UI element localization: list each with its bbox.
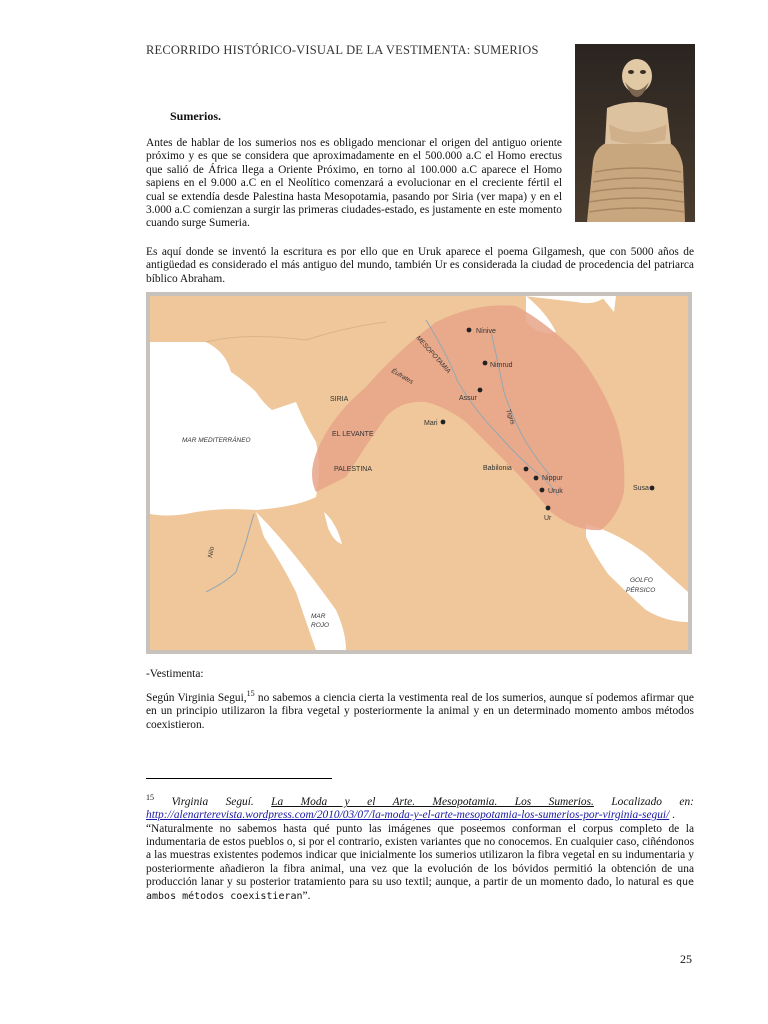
footnote-rule [146,778,332,779]
sea-mediterraneo: MAR MEDITERRÁNEO [182,437,251,444]
footnote-located: Localizado en: [611,795,694,808]
p3-after: no sabemos a ciencia cierta la vestimenta real de los sumerios, aunque sí podemos afirmar que en un principio utilizaron la fibra vegetal y posteriormente la animal y en un determinado momento ambos métodos coexistieron. [146,691,694,731]
page-header: RECORRIDO HISTÓRICO-VISUAL DE LA VESTIMENTA: SUMERIOS [146,43,539,57]
city-babilonia: Babilonia [483,465,512,472]
sea-golfo-line1: GOLFO [630,577,653,584]
city-nippur: Nippur [542,475,563,482]
footnote-link[interactable]: http://alenarterevista.wordpress.com/2010/03/07/la-moda-y-el-arte-mesopotamia-los-sumerios-por-virginia-segui/ [146,809,670,822]
footnote-quote: “Naturalmente no sabemos hasta qué punto las imágenes que poseemos conforman el corpus completo de la indumentaria de estos pueblos o, si por el contrario, existen variantes que no conocemos. En cualquier caso, ciñéndonos a las muestras existentes podemos indicar que inicialmente los sumerios utilizaron la fibra vegetal en su indumentaria y posteriormente añadieron la fibra animal, una vez que la evolución de los bóvidos permitió la obtención de una producción lanar y su posterior tratamiento para su uso textil; aunque, a partir de un momento dado, lo natural es [146,822,694,889]
footnote-author: Virginia Seguí. [171,795,254,808]
region-levante: EL LEVANTE [332,431,374,438]
region-palestina: PALESTINA [334,466,372,473]
footnote-quote-end: ”. [302,889,311,902]
city-nimrud: Nimrud [490,362,513,369]
region-mesopotamia: MESOPOTAMIA [414,334,452,375]
sea-rojo-line1: MAR [311,613,326,620]
city-mari: Mari [424,420,438,427]
footnote-number: 15 [146,793,154,802]
page-number: 25 [680,952,692,966]
footnote-quote-mono: que ambos métodos coexistieran [146,877,695,902]
footnote-ref[interactable]: 15 [246,689,255,698]
city-ninive: Nínive [476,328,496,335]
section-title: Sumerios. [170,109,221,123]
footnote-book: La Moda y el Arte. Mesopotamia. Los Sumerios. [271,795,594,808]
city-uruk: Uruk [548,488,563,495]
city-susa: Susa [633,485,649,492]
vestimenta-paragraph [146,687,694,732]
city-ur: Ur [544,515,552,522]
writing-paragraph: Es aquí donde se inventó la escritura es por ello que en Uruk aparece el poema Gilgamesh, que con 5000 años de antigüedad es considerado el más antiguo del mundo, también Ur es considerada la ciudad de procedencia del patriarca bíblico Abraham. [146,246,694,285]
mesopotamia-map [146,292,692,654]
footnote [146,791,694,903]
sumerian-statue-image [575,44,695,222]
region-siria: SIRIA [330,396,349,403]
sea-rojo-line2: ROJO [311,622,330,629]
intro-paragraph: Antes de hablar de los sumerios nos es obligado mencionar el origen del antiguo oriente próximo y es que se considera que aproximadamente en el 500.000 a.C el Homo erectus que salió de África llega a Oriente Próximo, en torno al 100.000 a.C aparece el Homo sapiens en el 9.000 a.C en el Neolítico comenzará a evolucionar en el creciente fértil el cual se extendía desde Palestina hasta Mesopotamia, pasando por Siria (ver mapa) y en el 3.000 a.C comienzan a surgir las primeras ciudades-estado, es justamente en este momento cuando surge Sumeria. [146,137,562,230]
river-eufrates: Éufrates [390,367,415,386]
city-assur: Assur [459,395,477,402]
footnote-after-url: . [669,809,675,822]
river-tigris: Tigris [504,408,517,426]
river-nilo: Nilo [207,546,216,559]
vestimenta-heading: -Vestimenta: [146,668,204,680]
sea-golfo-line2: PÉRSICO [626,587,656,594]
p3-before: Según Virginia Segui, [146,691,247,704]
